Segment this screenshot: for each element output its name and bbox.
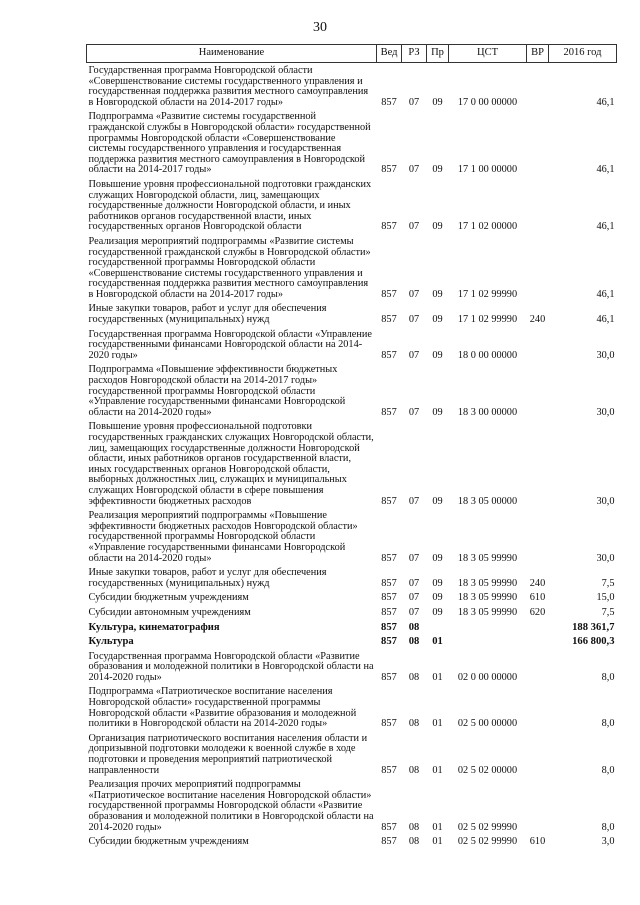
row-cst-cell: 18 3 00 00000 (457, 406, 518, 418)
row-name-cell: Повышение уровня профессиональной подготовки гражданских служащих Новгородской области, лиц, замещающих государственные должности Новгородской области, и иных работников органов государственной власти, иных государственных органов Новгородской области (88, 178, 372, 233)
row-vr-cell (527, 234, 549, 302)
row-ved-cell: 857 (381, 621, 397, 633)
row-rz-cell: 08 (408, 764, 420, 776)
row-amount-cell: 46,1 (596, 288, 615, 300)
row-rz-cell: 08 (408, 671, 420, 683)
row-amount-cell: 30,0 (596, 349, 615, 361)
table-row (87, 419, 617, 508)
row-pr-cell: 01 (432, 671, 443, 683)
row-ved-cell: 857 (381, 314, 397, 326)
row-vr-cell: 620 (529, 606, 546, 618)
row-vr-cell (527, 777, 549, 834)
row-name-cell: Организация патриотического воспитания населения области и допризывной подготовки молодежи к военной службе в ходе подготовки и проведения мероприятий патриотической направленности (88, 732, 368, 776)
row-vr-cell (527, 731, 549, 777)
row-vr-cell (527, 508, 549, 565)
row-rz-cell: 07 (408, 406, 420, 418)
header-cst: ЦСТ (449, 45, 527, 63)
row-cst-cell: 18 3 05 99990 (457, 552, 518, 564)
row-cst-cell: 17 1 02 00000 (457, 221, 518, 233)
row-pr-cell: 01 (432, 821, 443, 833)
row-ved-cell: 857 (381, 221, 397, 233)
row-amount-cell: 8,0 (601, 671, 615, 683)
row-ved-cell: 857 (381, 349, 397, 361)
row-rz-cell: 07 (408, 288, 420, 300)
row-pr-cell: 09 (432, 606, 443, 618)
row-pr-cell: 01 (432, 764, 443, 776)
table-row (87, 109, 617, 177)
row-name-cell: Реализация мероприятий подпрограммы «Повышение эффективности бюджетных расходов Новгородской области» государственной программы Новгородской области «Управление государственными финансами Новгородской области на 2014-2020 годы» (88, 510, 358, 564)
row-name-cell: Иные закупки товаров, работ и услуг для обеспечения государственных (муниципальных) нужд (88, 303, 327, 326)
row-cst-cell: 17 0 00 00000 (457, 96, 518, 108)
row-name-cell: Субсидии бюджетным учреждениям (88, 836, 249, 848)
row-vr-cell: 240 (529, 577, 546, 589)
row-amount-cell: 15,0 (596, 592, 615, 604)
row-vr-cell (527, 419, 549, 508)
row-name-cell: Подпрограмма «Развитие системы государственной гражданской службы в Новгородской области» государственной программы Новгородской области «Совершенствование системы государственного управления и государственная поддержка развития местного самоуправления в Новгородской области на 2014-2017 годы» (88, 111, 371, 176)
table-row (87, 605, 617, 620)
row-ved-cell: 857 (381, 406, 397, 418)
row-amount-cell: 8,0 (601, 821, 615, 833)
row-amount-cell: 8,0 (601, 764, 615, 776)
table-row (87, 649, 617, 685)
row-ved-cell: 857 (381, 671, 397, 683)
table-row (87, 590, 617, 605)
row-name-cell: Реализация прочих мероприятий подпрограммы «Патриотическое воспитание населения Новгородской области» государственной программы Новгородской области «Развитие образования и молодежной политики в Новгородской области на 2014-2020 годы» (88, 779, 374, 833)
row-amount-cell: 166 800,3 (572, 636, 615, 648)
row-vr-cell (527, 634, 549, 649)
table-row (87, 565, 617, 590)
row-pr-cell: 09 (432, 577, 443, 589)
row-cst-cell: 02 5 02 00000 (457, 764, 518, 776)
row-vr-cell: 610 (529, 592, 546, 604)
row-vr-cell (527, 63, 549, 110)
row-name-cell: Государственная программа Новгородской области «Совершенствование системы государственного управления и государственная поддержка развития местного самоуправления в Новгородской области на 2014-2017 годы» (88, 65, 369, 108)
row-pr-cell: 09 (432, 349, 443, 361)
row-ved-cell: 857 (381, 495, 397, 507)
header-pr: Пр (427, 45, 449, 63)
header-amount: 2016 год (549, 45, 617, 63)
row-pr-cell: 09 (432, 96, 443, 108)
row-name-cell: Иные закупки товаров, работ и услуг для обеспечения государственных (муниципальных) нужд (88, 567, 327, 589)
row-name-cell: Субсидии бюджетным учреждениям (88, 592, 249, 604)
table-row (87, 234, 617, 302)
row-amount-cell: 3,0 (601, 836, 615, 848)
row-ved-cell: 857 (381, 96, 397, 108)
row-rz-cell: 07 (408, 164, 420, 176)
row-pr-cell: 09 (432, 221, 443, 233)
table-row (87, 63, 617, 110)
row-ved-cell: 857 (381, 592, 397, 604)
row-ved-cell: 857 (381, 821, 397, 833)
row-name-cell: Реализация мероприятий подпрограммы «Развитие системы государственной гражданской службы в Новгородской области» государственной программы Новгородской области «Совершенствование системы государственного управления и государственная поддержка развития местного самоуправления в Новгородской области на 2014-2017 годы» (88, 235, 371, 300)
row-rz-cell: 07 (408, 495, 420, 507)
row-rz-cell: 07 (408, 221, 420, 233)
row-amount-cell: 46,1 (596, 96, 615, 108)
row-pr-cell: 09 (432, 552, 443, 564)
table-row (87, 508, 617, 565)
row-rz-cell: 08 (408, 636, 420, 648)
row-name-cell: Культура, кинематография (88, 621, 220, 633)
budget-table (86, 44, 617, 849)
row-amount-cell: 7,5 (601, 577, 615, 589)
row-cst-cell: 18 3 05 00000 (457, 495, 518, 507)
row-pr-cell: 09 (432, 164, 443, 176)
row-vr-cell: 240 (529, 314, 546, 326)
row-vr-cell (527, 177, 549, 234)
row-amount-cell: 30,0 (596, 552, 615, 564)
row-pr-cell: 09 (432, 406, 443, 418)
row-vr-cell (527, 649, 549, 685)
table-row (87, 620, 617, 635)
row-name-cell: Государственная программа Новгородской области «Управление государственными финансами Новгородской области на 2014-2020 годы» (88, 328, 372, 361)
table-row (87, 777, 617, 834)
row-cst-cell: 18 3 05 99990 (457, 592, 518, 604)
row-ved-cell: 857 (381, 718, 397, 730)
header-vr: ВР (527, 45, 549, 63)
row-pr-cell: 01 (432, 636, 443, 648)
row-name-cell: Подпрограмма «Патриотическое воспитание населения Новгородской области» государственной программы Новгородской области «Развитие образования и молодежной политики в Новгородской области на 2014-2020 годы» (88, 686, 357, 730)
table-row (87, 362, 617, 419)
table-row (87, 834, 617, 849)
row-cst-cell (449, 634, 527, 649)
row-ved-cell: 857 (381, 636, 397, 648)
row-cst-cell: 17 1 02 99990 (457, 314, 518, 326)
table-row (87, 731, 617, 777)
row-cst-cell: 02 0 00 00000 (457, 671, 518, 683)
row-vr-cell (527, 327, 549, 363)
row-amount-cell: 188 361,7 (572, 621, 615, 633)
header-name: Наименование (87, 45, 377, 63)
row-vr-cell (527, 109, 549, 177)
row-pr-cell: 09 (432, 592, 443, 604)
row-rz-cell: 07 (408, 592, 420, 604)
row-cst-cell: 02 5 02 99990 (457, 836, 518, 848)
row-name-cell: Субсидии автономным учреждениям (88, 606, 251, 618)
row-pr-cell: 09 (432, 288, 443, 300)
row-ved-cell: 857 (381, 836, 397, 848)
row-amount-cell: 46,1 (596, 164, 615, 176)
row-name-cell: Государственная программа Новгородской области «Развитие образования и молодежной политики в Новгородской области на 2014-2020 годы» (88, 650, 374, 683)
row-pr-cell: 09 (432, 495, 443, 507)
row-ved-cell: 857 (381, 577, 397, 589)
row-name-cell: Культура (88, 636, 134, 648)
row-vr-cell (527, 684, 549, 730)
row-ved-cell: 857 (381, 764, 397, 776)
row-rz-cell: 07 (408, 606, 420, 618)
row-name-cell: Повышение уровня профессиональной подготовки государственных гражданских служащих Новгородской области, лиц, замещающих государственные должности Новгородской области, иных работников органов государственной власти, иных государственных органов Новгородской области, выборных должностных лиц, служащих и муниципальных служащих Новгородской области в сфере повышения эффективности бюджетных расходов (88, 421, 374, 507)
row-cst-cell: 17 1 00 00000 (457, 164, 518, 176)
row-name-cell: Подпрограмма «Повышение эффективности бюджетных расходов Новгородской области на 2014-2017 годы» государственной программы Новгородской области «Управление государственными финансами Новгородской области на 2014-2020 годы» (88, 364, 346, 418)
row-vr-cell (527, 620, 549, 635)
row-rz-cell: 07 (408, 314, 420, 326)
table-row (87, 327, 617, 363)
row-ved-cell: 857 (381, 606, 397, 618)
row-cst-cell: 18 3 05 99990 (457, 577, 518, 589)
row-amount-cell: 8,0 (601, 718, 615, 730)
row-cst-cell: 17 1 02 99990 (457, 288, 518, 300)
table-row (87, 684, 617, 730)
row-cst-cell: 02 5 00 00000 (457, 718, 518, 730)
row-ved-cell: 857 (381, 288, 397, 300)
row-rz-cell: 08 (408, 836, 420, 848)
page-number: 30 (313, 20, 327, 35)
row-vr-cell: 610 (529, 836, 546, 848)
row-rz-cell: 07 (408, 96, 420, 108)
header-rz: РЗ (402, 45, 427, 63)
table-row (87, 301, 617, 326)
row-rz-cell: 07 (408, 577, 420, 589)
row-pr-cell: 01 (432, 836, 443, 848)
row-rz-cell: 08 (408, 621, 420, 633)
row-pr-cell (427, 620, 449, 635)
row-amount-cell: 30,0 (596, 406, 615, 418)
row-ved-cell: 857 (381, 164, 397, 176)
row-cst-cell (449, 620, 527, 635)
row-pr-cell: 09 (432, 314, 443, 326)
row-amount-cell: 46,1 (596, 221, 615, 233)
row-amount-cell: 30,0 (596, 495, 615, 507)
row-ved-cell: 857 (381, 552, 397, 564)
row-cst-cell: 18 0 00 00000 (457, 349, 518, 361)
table-row (87, 634, 617, 649)
table-body (87, 63, 617, 849)
row-rz-cell: 08 (408, 821, 420, 833)
row-cst-cell: 02 5 02 99990 (457, 821, 518, 833)
row-amount-cell: 46,1 (596, 314, 615, 326)
header-ved: Вед (377, 45, 402, 63)
row-cst-cell: 18 3 05 99990 (457, 606, 518, 618)
row-rz-cell: 07 (408, 552, 420, 564)
row-amount-cell: 7,5 (601, 606, 615, 618)
row-vr-cell (527, 362, 549, 419)
row-rz-cell: 07 (408, 349, 420, 361)
table-row (87, 177, 617, 234)
row-pr-cell: 01 (432, 718, 443, 730)
table-header-row (87, 45, 617, 63)
row-rz-cell: 08 (408, 718, 420, 730)
